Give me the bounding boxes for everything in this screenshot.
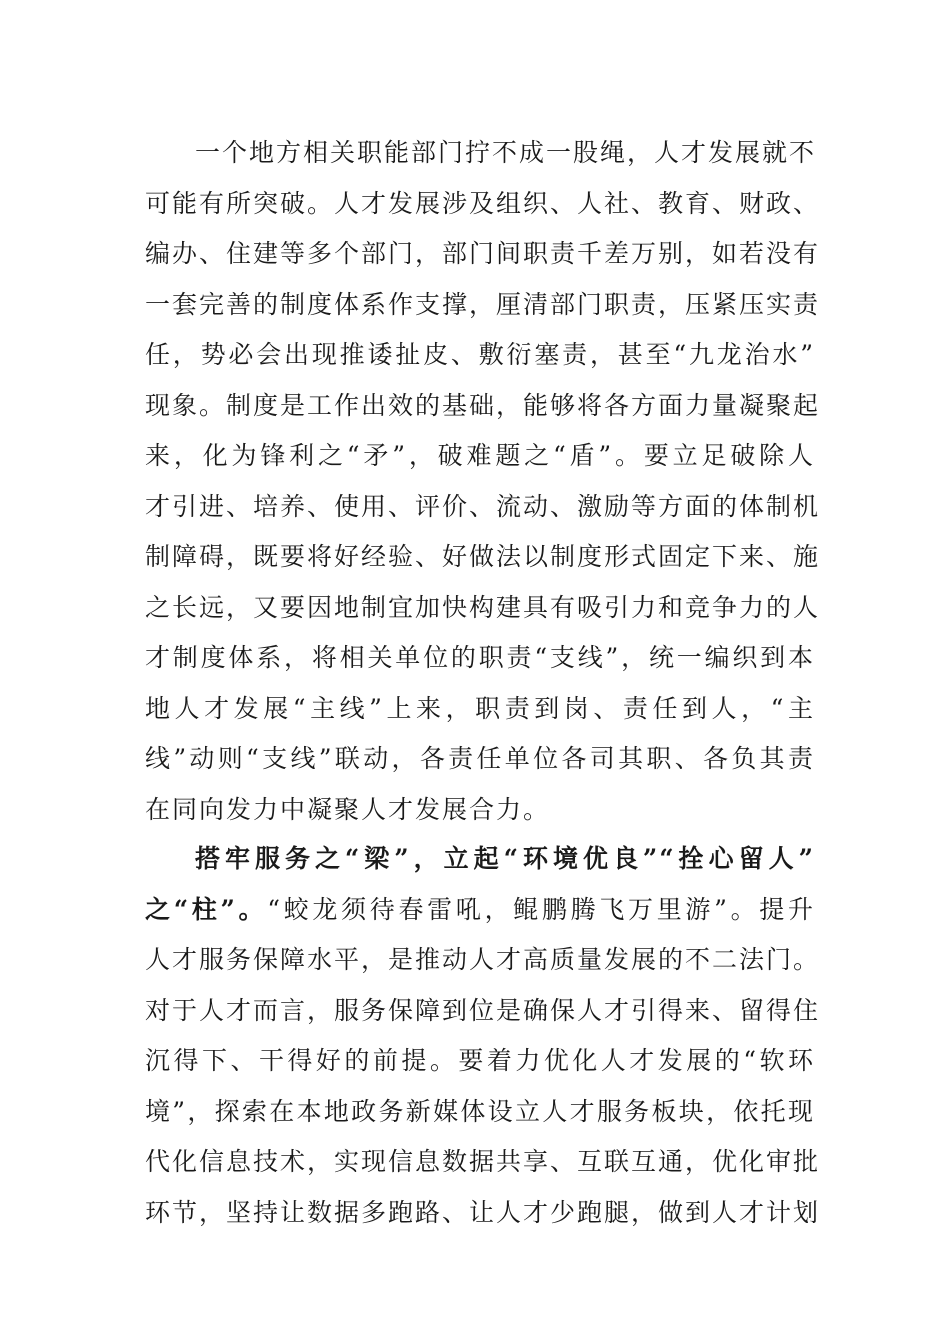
text-line: 一个地方相关职能部门拧不成一股绳，人才发展就不 bbox=[195, 138, 817, 167]
text-line: 境”，探索在本地政务新媒体设立人才服务板块，依托现 bbox=[145, 1096, 815, 1126]
section-heading: 搭牢服务之“梁”，立起“环境优良”“拴心留人” bbox=[195, 844, 815, 873]
text-line: 线”动则“支线”联动，各责任单位各司其职、各负其责 bbox=[145, 744, 815, 773]
text-line: 任，势必会出现推诿扯皮、敷衍塞责，甚至“九龙治水” bbox=[145, 340, 815, 369]
text-line: 对于人才而言，服务保障到位是确保人才引得来、留得住 bbox=[145, 995, 821, 1025]
text-line: 地人才发展“主线”上来，职责到岗、责任到人，“主 bbox=[145, 693, 815, 723]
text-line: 可能有所突破。人才发展涉及组织、人社、教育、财政、 bbox=[145, 188, 821, 218]
text-line: 制障碍，既要将好经验、好做法以制度形式固定下来、施 bbox=[145, 542, 821, 571]
text-line: 人才服务保障水平，是推动人才高质量发展的不二法门。 bbox=[145, 945, 821, 974]
paragraph-1 bbox=[145, 128, 821, 835]
text-line: 在同向发力中凝聚人才发展合力。 bbox=[145, 794, 551, 824]
text-line: 来，化为锋利之“矛”，破难题之“盾”。要立足破除人 bbox=[145, 441, 815, 470]
text-line: 才引进、培养、使用、评价、流动、激励等方面的体制机 bbox=[145, 491, 821, 521]
text-line: 才制度体系，将相关单位的职责“支线”，统一编织到本 bbox=[145, 643, 815, 672]
text-line: 现象。制度是工作出效的基础，能够将各方面力量凝聚起 bbox=[145, 390, 821, 420]
section-heading-end: 之“柱”。 bbox=[145, 894, 268, 924]
paragraph-2 bbox=[145, 834, 821, 1238]
text-line: 环节，坚持让数据多跑路、让人才少跑腿，做到人才计划 bbox=[145, 1197, 821, 1227]
text-line: 之长远，又要因地制宜加快构建具有吸引力和竞争力的人 bbox=[145, 592, 821, 622]
text-line: 沉得下、干得好的前提。要着力优化人才发展的“软环 bbox=[145, 1046, 815, 1075]
text-line-rest: “蛟龙须待春雷吼，鲲鹏腾飞万里游”。提升 bbox=[267, 894, 815, 924]
text-line: 一套完善的制度体系作支撑，厘清部门职责，压紧压实责 bbox=[145, 289, 821, 319]
text-line bbox=[145, 885, 815, 936]
text-line: 代化信息技术，实现信息数据共享、互联互通，优化审批 bbox=[145, 1147, 821, 1176]
text-line: 编办、住建等多个部门，部门间职责千差万别，如若没有 bbox=[145, 239, 821, 268]
